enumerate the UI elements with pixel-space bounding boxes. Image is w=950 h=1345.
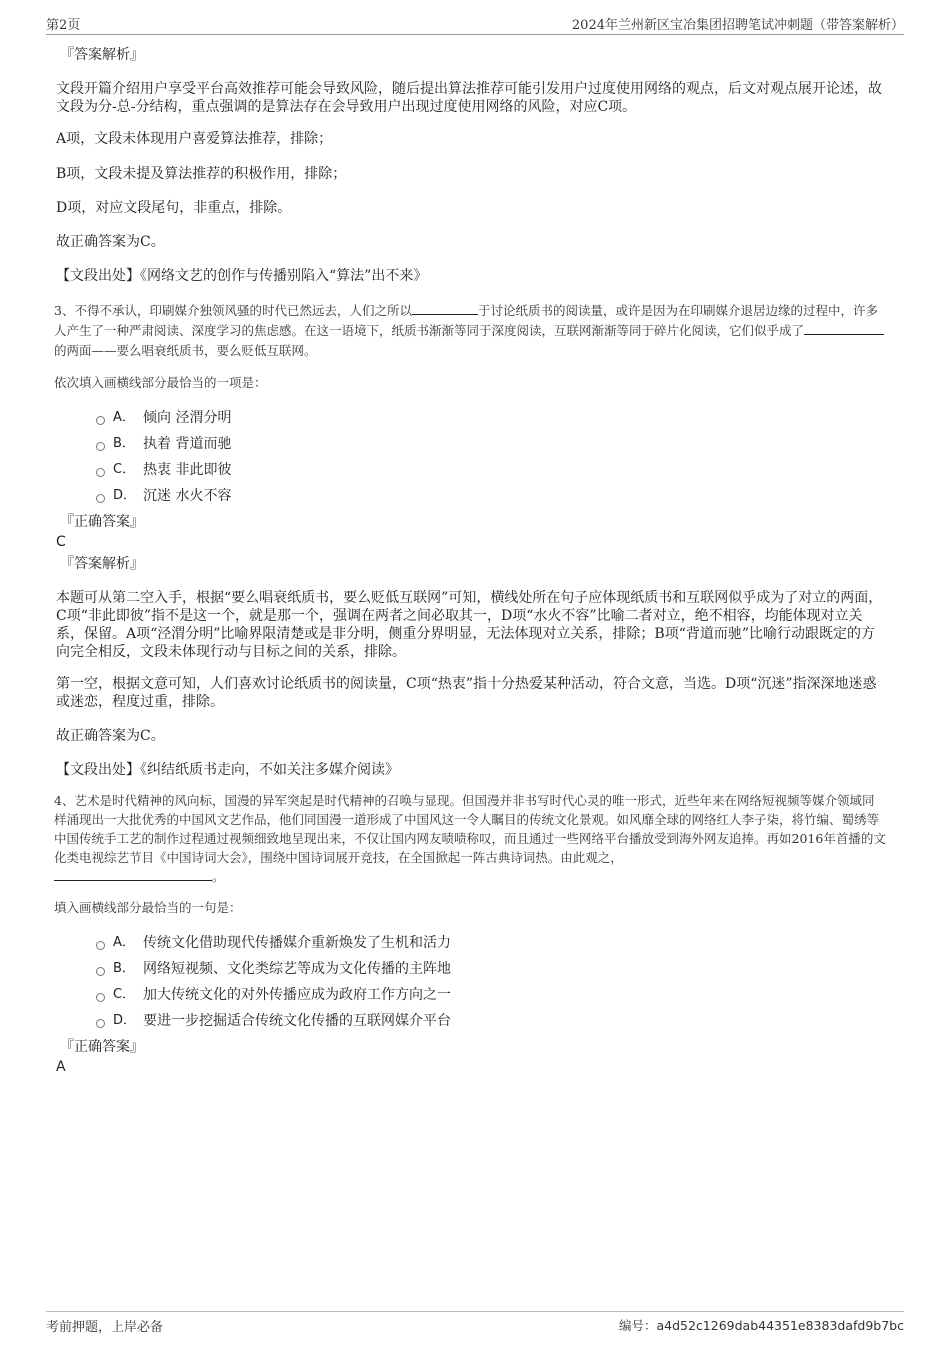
q2-analysis-option-a: A项，文段未体现用户喜爱算法推荐，排除；	[56, 131, 333, 147]
radio-icon[interactable]	[96, 468, 105, 477]
q4-stem: 4、艺术是时代精神的风向标，国漫的异军突起是时代精神的召唤与显现。但国漫并非书写时代心灵的唯一形式，近些年来在网络短视频等媒介领域同样涌现出一大批优秀的中国风文艺作品，他们同国漫一道形成了中国风这一令人瞩目的传统文化景观。如风靡全球的网络红人李子柒，将竹编、蜀绣等中国传统手工艺的制作过程通过视频细致地呈现出来，不仅让国内网友啧啧称叹，而且通过一些网络平台播放受到海外网友追捧。再如2016年首播的文化类电视综艺节目《中国诗词大会》，围绕中国诗词展开竞技，在全国掀起一阵古典诗词热。由此观之， 。	[54, 793, 886, 884]
q2-conclusion: 故正确答案为C。	[56, 234, 165, 250]
q2-analysis-paragraph: 文段开篇介绍用户享受平台高效推荐可能会导致风险，随后提出算法推荐可能引发用户过度使用网络的观点，后文对观点展开论述，故文段为分-总-分结构，重点强调的是算法存在会导致用户出现过度使用网络的风险，对应C项。	[56, 81, 882, 115]
q4-option-c[interactable]: C． 加大传统文化的对外传播应成为政府工作方向之一	[96, 982, 886, 1008]
q4-instruction: 填入画横线部分最恰当的一句是：	[54, 900, 242, 915]
q4-option-d[interactable]: D． 要进一步挖掘适合传统文化传播的互联网媒介平台	[96, 1008, 886, 1034]
q2-analysis-option-d: D项，对应文段尾句，非重点，排除。	[56, 200, 292, 216]
q4-options	[56, 930, 886, 1034]
radio-icon[interactable]	[96, 416, 105, 425]
q2-source: 【文段出处】《网络文艺的创作与传播别陷入“算法”出不来》	[56, 268, 428, 284]
document-id: 编号：a4d52c1269dab44351e8383dafd9b7bc	[618, 1318, 904, 1333]
radio-icon[interactable]	[96, 442, 105, 451]
q3-analysis-paragraph-2: 第一空，根据文意可知，人们喜欢讨论纸质书的阅读量，C项“热衷”指十分热爱某种活动，符合文意，当选。D项“沉迷”指深深地迷惑或迷恋，程度过重，排除。	[56, 676, 877, 710]
radio-icon[interactable]	[96, 967, 105, 976]
q3-answer-label: 『正确答案』	[60, 514, 144, 530]
radio-icon[interactable]	[96, 993, 105, 1002]
page-footer	[46, 1311, 904, 1339]
q3-stem: 3、不得不承认，印刷媒介独领风骚的时代已然远去，人们之所以 于讨论纸质书的阅读量，或许是因为在印刷媒介退居边缘的过程中，许多人产生了一种严肃阅读、深度学习的焦虑感。在这一语境下，纸质书渐渐等同于深度阅读，互联网渐渐等同于碎片化阅读，它们似乎成了的两面——要么唱衰纸质书，要么贬低互联网。	[54, 301, 886, 361]
q3-analysis-paragraph-1: 本题可从第二空入手，根据“要么唱衰纸质书，要么贬低互联网”可知，横线处所在句子应体现纸质书和互联网似乎成为了对立的两面，C项“非此即彼”指不是这一个，就是那一个，强调在两者之间必取其一，D项“水火不容”比喻二者对立，绝不相容，均能体现对立关系，保留。A项“泾渭分明”比喻界限清楚或是非分明，侧重分界明显，无法体现对立关系，排除；B项“背道而驰”比喻行动跟既定的方向完全相反，文段未体现行动与目标之间的关系，排除。	[56, 590, 883, 660]
q3-option-a[interactable]: A． 倾向 泾渭分明	[96, 405, 886, 431]
q3-source: 【文段出处】《纠结纸质书走向，不如关注多媒介阅读》	[56, 762, 399, 778]
q4-answer: A	[56, 1059, 66, 1075]
q3-options	[56, 405, 886, 509]
q4-option-a[interactable]: A． 传统文化借助现代传播媒介重新焕发了生机和活力	[96, 930, 886, 956]
q2-analysis-label: 『答案解析』	[60, 47, 144, 63]
page-number: 第2页	[46, 18, 81, 33]
page-header	[46, 14, 904, 35]
document-body	[56, 44, 886, 1076]
q4-option-b[interactable]: B． 网络短视频、文化类综艺等成为文化传播的主阵地	[96, 956, 886, 982]
q2-analysis-option-b: B项，文段未提及算法推荐的积极作用，排除；	[56, 166, 347, 182]
radio-icon[interactable]	[96, 1019, 105, 1028]
q4-answer-label: 『正确答案』	[60, 1039, 144, 1055]
q3-blank-2	[804, 322, 884, 335]
q3-instruction: 依次填入画横线部分最恰当的一项是：	[54, 375, 267, 390]
q3-option-d[interactable]: D． 沉迷 水火不容	[96, 483, 886, 509]
q3-option-b[interactable]: B． 执着 背道而驰	[96, 431, 886, 457]
q3-answer: C	[56, 534, 66, 550]
document-title: 2024年兰州新区宝冶集团招聘笔试冲刺题（带答案解析）	[571, 18, 904, 33]
footer-slogan: 考前押题，上岸必备	[46, 1320, 164, 1335]
q4-blank	[54, 868, 212, 881]
radio-icon[interactable]	[96, 941, 105, 950]
q3-blank-1	[412, 302, 478, 315]
q3-analysis-label: 『答案解析』	[60, 556, 144, 572]
q3-option-c[interactable]: C． 热衷 非此即彼	[96, 457, 886, 483]
radio-icon[interactable]	[96, 494, 105, 503]
q3-conclusion: 故正确答案为C。	[56, 728, 165, 744]
